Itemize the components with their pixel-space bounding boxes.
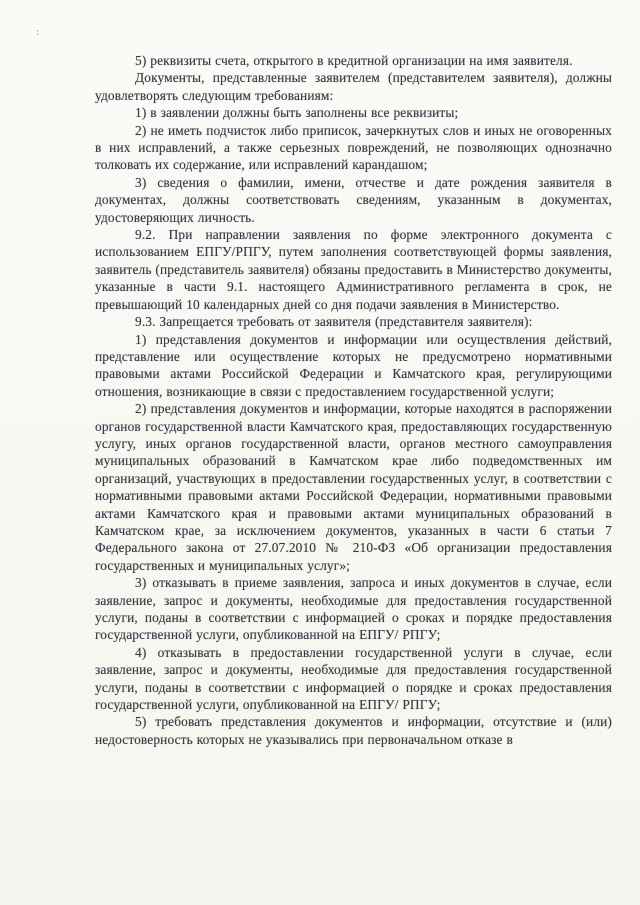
paragraph: 9.2. При направлении заявления по форме электронного документа с использованием ЕПГУ/РПГУ, путем заполнения соответствующей формы заявления, заявитель (представитель заявителя) обязаны предоставить в Министерство документы, указанные в части 9.1. настоящего Административного регламента в срок, не превышающий 10 календарных дней со дня подачи заявления в Министерство.: [95, 227, 612, 312]
paragraph: 2) представления документов и информации, которые находятся в распоряжении органов государственной власти Камчатского края, предоставляющих государственную услугу, иных органов государственной власти, органов местного самоуправления муниципальных образований в Камчатском крае либо подведомственных им организаций, участвующих в предоставлении государственных услуг, в соответствии с нормативными правовыми актами Российской Федерации, нормативными правовыми актами Камчатского края и правовыми актами муниципальных образований в Камчатском крае, за исключением документов, указанных в части 6 статьи 7 Федерального закона от 27.07.2010 № 210-ФЗ «Об организации предоставления государственных и муниципальных услуг»;: [95, 401, 612, 573]
paragraph: 4) отказывать в предоставлении государственной услуги в случае, если заявление, запрос и документы, необходимые для предоставления государственной услуги, поданы в соответствии с информацией о порядке и сроках предоставления государственной услуги, опубликованной на ЕПГУ/ РПГУ;: [95, 644, 612, 713]
paragraph: 1) в заявлении должны быть заполнены все реквизиты;: [135, 105, 459, 121]
scan-artifact: :: [36, 26, 40, 38]
paragraph: 3) отказывать в приеме заявления, запроса и иных документов в случае, если заявление, запрос и документы, необходимые для предоставления государственной услуги, поданы в соответствии с информацией о сроках и порядке предоставления государственной услуги, опубликованной на ЕПГУ/ РПГУ;: [95, 575, 612, 643]
paragraph: 3) сведения о фамилии, имени, отчестве и дате рождения заявителя в документах, должны соответствовать сведениям, указанным в документах, удостоверяющих личность.: [95, 174, 612, 225]
paragraph: Документы, представленные заявителем (представителем заявителя), должны удовлетворять следующим требованиям:: [95, 70, 612, 103]
paragraph: 5) реквизиты счета, открытого в кредитной организации на имя заявителя.: [135, 53, 573, 68]
paragraph: 5) требовать представления документов и информации, отсутствие и (или) недостоверность которых не указывались при первоначальном отказе в: [95, 714, 612, 747]
document-text: [95, 52, 612, 748]
paragraph: 1) представления документов и информации или осуществления действий, представление или осуществление которых не предусмотрено нормативными правовыми актами Российской Федерации и Камчатского края, регулирующими отношения, возникающие в связи с предоставлением государственной услуги;: [95, 331, 612, 399]
paragraph: 9.3. Запрещается требовать от заявителя (представителя заявителя):: [135, 314, 533, 330]
paragraph: 2) не иметь подчисток либо приписок, зачеркнутых слов и иных не оговоренных в них исправлений, а также серьезных повреждений, не позволяющих однозначно толковать их содержание, или исправлений карандашом;: [95, 122, 612, 173]
